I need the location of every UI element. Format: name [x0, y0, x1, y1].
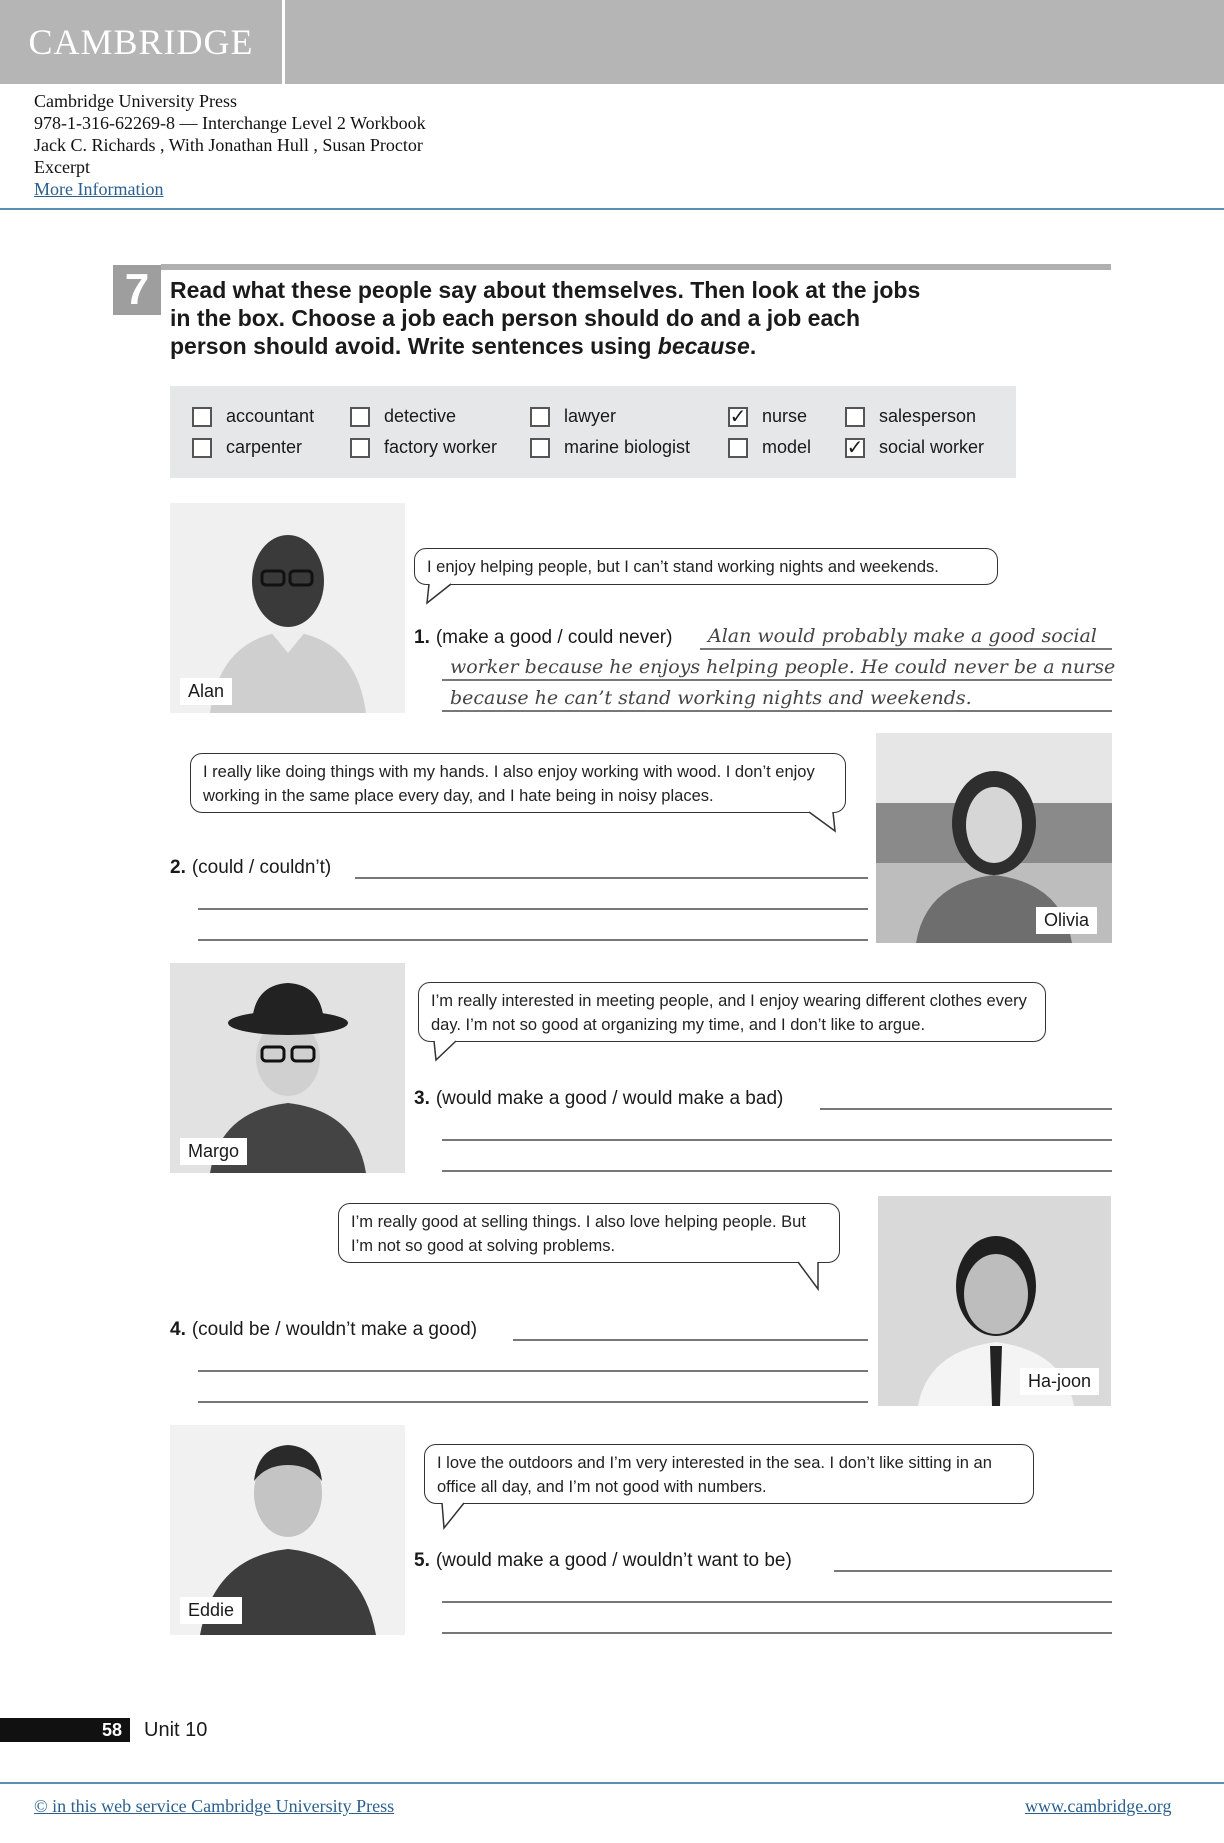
question-prompt: (would make a good / would make a bad) — [435, 1088, 784, 1109]
checkbox[interactable] — [728, 438, 748, 458]
cambridge-logo: CAMBRIDGE — [28, 22, 254, 62]
answer-line[interactable] — [442, 1170, 1112, 1172]
question-prompt: (would make a good / wouldn’t want to be) — [435, 1550, 792, 1571]
exercise-number: 7 — [113, 265, 161, 315]
answer-line[interactable] — [198, 1401, 868, 1403]
answer-line[interactable] — [442, 1632, 1112, 1634]
question-prompt: (could / couldn’t) — [191, 857, 332, 878]
job-box — [170, 386, 1016, 478]
checkbox-checked[interactable]: ✓ — [846, 436, 864, 459]
speech-bubble-ha-joon: I’m really good at selling things. I also love helping people. But I’m not so good at solving problems. — [338, 1203, 840, 1263]
speech-bubble-margo: I’m really interested in meeting people, and I enjoy wearing different clothes every day. I’m not so good at organizing my time, and I don’t like to argue. — [418, 982, 1046, 1042]
answer-line[interactable] — [700, 648, 1112, 650]
bubble-tail-icon — [430, 1040, 460, 1062]
excerpt-label: Excerpt — [34, 157, 90, 177]
website-link[interactable]: www.cambridge.org — [1025, 1796, 1172, 1816]
footer-rule — [0, 1782, 1224, 1784]
checkbox[interactable] — [845, 407, 865, 427]
checkbox[interactable] — [530, 407, 550, 427]
job-model[interactable]: model — [728, 437, 811, 458]
answer-line[interactable] — [442, 1601, 1112, 1603]
job-carpenter[interactable]: carpenter — [192, 437, 302, 458]
publisher-name: Cambridge University Press — [34, 91, 237, 111]
question-number: 4. — [170, 1319, 186, 1340]
job-accountant[interactable]: accountant — [192, 406, 314, 427]
checkbox[interactable] — [192, 438, 212, 458]
book-authors: Jack C. Richards , With Jonathan Hull , Susan Proctor — [34, 135, 423, 155]
answer-line[interactable] — [355, 877, 868, 879]
book-isbn-title: 978-1-316-62269-8 — Interchange Level 2 Workbook — [34, 113, 426, 133]
name-label-alan: Alan — [180, 678, 232, 705]
job-salesperson[interactable]: salesperson — [845, 406, 976, 427]
answer-line[interactable] — [442, 710, 1112, 712]
job-nurse[interactable]: ✓ nurse — [729, 405, 808, 428]
answer-line[interactable] — [442, 679, 1112, 681]
answer-line[interactable] — [198, 908, 868, 910]
answer-line[interactable] — [513, 1339, 868, 1341]
unit-label: Unit 10 — [144, 1719, 208, 1741]
speech-bubble-olivia: I really like doing things with my hands. I also enjoy working with wood. I don’t enjoy working in the same place every day, and I hate being in noisy places. — [190, 753, 846, 813]
question-prompt: (make a good / could never) — [435, 627, 673, 648]
answer-line[interactable] — [198, 939, 868, 941]
speech-bubble-eddie: I love the outdoors and I’m very interested in the sea. I don’t like sitting in an office all day, and I’m not good with numbers. — [424, 1444, 1034, 1504]
header-divider — [282, 0, 285, 84]
speech-bubble-alan: I enjoy helping people, but I can’t stand working nights and weekends. — [414, 548, 998, 585]
checkbox[interactable] — [530, 438, 550, 458]
header-rule — [0, 208, 1224, 210]
bubble-tail-icon — [796, 1261, 826, 1291]
exercise-instructions: Read what these people say about themselves. Then look at the jobs in the box. Choose a job each person should do and a job each person should avoid. Write sentences using because. — [170, 277, 921, 359]
question-number: 1. — [414, 627, 430, 648]
job-detective[interactable]: detective — [350, 406, 456, 427]
bubble-tail-icon — [425, 583, 455, 605]
handwritten-answer: worker because he enjoys helping people. He could never be a nurse — [450, 656, 1116, 678]
handwritten-answer: because he can’t stand working nights and weekends. — [450, 687, 972, 709]
name-label-eddie: Eddie — [180, 1597, 242, 1624]
job-factory-worker[interactable]: factory worker — [350, 437, 497, 458]
answer-line[interactable] — [820, 1108, 1112, 1110]
bubble-tail-icon — [805, 811, 839, 833]
more-information-link[interactable]: More Information — [34, 179, 164, 199]
checkbox[interactable] — [192, 407, 212, 427]
checkbox[interactable] — [350, 438, 370, 458]
answer-line[interactable] — [198, 1370, 868, 1372]
job-lawyer[interactable]: lawyer — [530, 406, 616, 427]
bubble-tail-icon — [438, 1502, 468, 1530]
name-label-ha-joon: Ha-joon — [1020, 1368, 1099, 1395]
job-marine-biologist[interactable]: marine biologist — [530, 437, 690, 458]
name-label-olivia: Olivia — [1036, 907, 1097, 934]
question-prompt: (could be / wouldn’t make a good) — [191, 1319, 478, 1340]
name-label-margo: Margo — [180, 1138, 247, 1165]
checkbox-checked[interactable]: ✓ — [729, 405, 747, 428]
exercise-top-rule — [161, 264, 1111, 270]
handwritten-answer: Alan would probably make a good social — [708, 625, 1097, 647]
question-number: 2. — [170, 857, 186, 878]
question-number: 5. — [414, 1550, 430, 1571]
job-social-worker[interactable]: ✓ social worker — [846, 436, 985, 459]
answer-line[interactable] — [834, 1570, 1112, 1572]
copyright-link[interactable]: © in this web service Cambridge University Press — [34, 1796, 395, 1816]
checkbox[interactable] — [350, 407, 370, 427]
answer-line[interactable] — [442, 1139, 1112, 1141]
question-number: 3. — [414, 1088, 430, 1109]
page-number: 58 — [0, 1718, 130, 1742]
